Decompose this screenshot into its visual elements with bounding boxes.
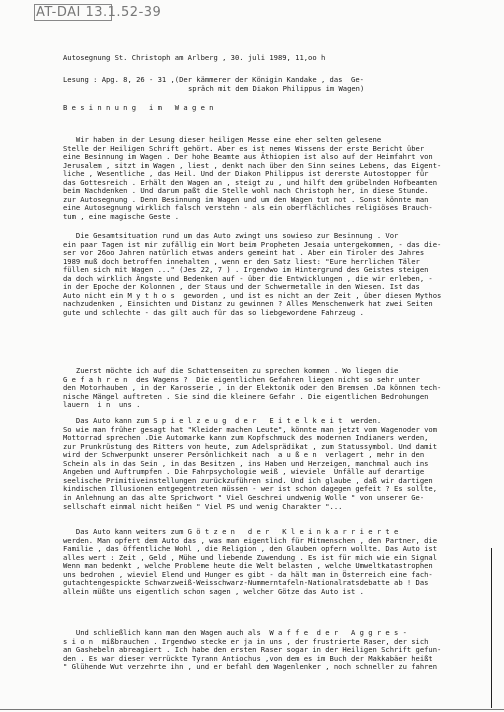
text-line: beim Nachdenken . Und darum paßt die Stelle wohl nach Christoph her, in diese Stunde. (63, 186, 429, 196)
text-line: Jerusalem , sitzt im Wagen , liest , denkt nach über den Sinn seines Lebens, das Eigent- (63, 160, 442, 170)
text-line: eine Besinnung im Wagen . Der hohe Beamte aus Äthiopien ist also auf der Heimfahrt von (63, 152, 433, 162)
text-line: Familie , das öffentliche Wohl , die Religion , den Glauben opfern wollte. Das Auto ist (63, 544, 438, 554)
text-line: Auto nicht ein M y t h o s geworden , und ist es nicht an der Zeit , über diesen Mythos (63, 290, 442, 300)
reading-line-1: Lesung : Apg. 8, 26 - 31 ,(Der kämmerer der Königin Kandake , das Ge- (63, 75, 364, 84)
text-line: wird der Schwerpunkt unserer Persönlichkeit nach a u ß e n verlagert , mehr in den (63, 450, 425, 460)
text-line: s i o n mißbrauchen . Irgendwo stecke er ja in uns , der frustrierte Raser, der sich (63, 636, 429, 646)
text-line: Die Gesamtsituation rund um das Auto zwingt uns sowieso zur Besinnung . Vor (63, 231, 399, 240)
text-line: da doch wirklich Ängste und Bedenken auf - über die Entwicklungen , die wir erleben, - (63, 273, 433, 283)
text-line: nachzudenken , Einsichten und Distanz zu gewinnen ? Alles Menschenwerk hat zwei Seiten (63, 299, 433, 309)
text-line: alles wert : Zeit , Geld , Mühe und liebende Zuwendung . Es ist für mich wie ein Signal (63, 552, 438, 562)
text-line: seelische Primitiveinstellungen zurückzuführen sind. Und ich glaube , daß wir dartigen (63, 475, 433, 485)
text-line: an Gashebeln abreagiert . Ich habe den ersten Raser sogar in der Heiligen Schrift gefun- (63, 645, 442, 655)
text-line: füllen sich mit Wagen ..." (Jes 22, 7 ) . Irgendwo im Hintergrund des Geistes steigen (63, 265, 429, 275)
text-line: Schein als in das Sein , in das Besitzen , ins Haben und Herzeigen, manchmal auch ins (63, 458, 429, 468)
text-line: nische Mängel auftreten . Sie sind die kleinere Gefahr . Die eigentlichen Bedrohungen (63, 391, 429, 401)
text-line: Das Auto kann zum S p i e l z e u g d e r E i t e l k e i t werden. (63, 416, 382, 425)
text-line: Das Auto kann weiters zum G ö t z e n d e r K l e i n k a r r i e r t e (63, 527, 399, 536)
text-line: 1989 muß doch betroffen innehalten , wenn er den Satz liest: "Eure herrlichen Täler (63, 256, 420, 266)
text-line: Wir haben in der Lesung dieser heiligen Messe eine eher selten gelesene (63, 135, 382, 144)
text-line: allein müßte uns eigentlich schon sagen , welcher Götze das Auto ist . (63, 586, 364, 596)
text-line: tum , eine magische Geste . (63, 211, 180, 221)
text-line: Angeben und Auftrumpfen . Die Fahrpsychologie weiß , wieviele Unfälle auf derartige (63, 467, 425, 477)
text-line: ein paar Tagen ist mir zufällig ein Wort beim Propheten Jesaia untergekommen, - das die- (63, 239, 442, 249)
text-line: kindischen Illusionen entgegentreten müssen - wer ist schon dagegen gefeit ? Es sollte, (63, 484, 438, 494)
text-line: " Glühende Wut verzehrte ihn , und er befahl dem Wagenlenker , noch schneller zu fahren (63, 662, 438, 672)
text-line: Stelle der Heiligen Schrift gehört. Aber es ist nemes Wissens der erste Bericht über (63, 143, 425, 153)
text-line: ser vor 26oo Jahren natürlich etwas anders gemeint hat . Aber ein Tiroler des Jahres (63, 248, 425, 258)
text-line: Wenn man bedenkt , welche Probleme heute die Welt belasten , welche Umweltkatastrophen (63, 561, 433, 571)
page-bottom-edge (0, 709, 504, 710)
text-line: So wie man früher gesagt hat "Kleider machen Leute", könnte man jetzt vom Wagenoder vom (63, 424, 438, 434)
text-line: sellschaft einmal nicht heißen " Viel PS und wenig Charakter "... (63, 501, 343, 511)
text-line: gute und schlechte - das gilt auch für das so liebgewordene Fahrzeug . (63, 307, 364, 317)
margin-rule (491, 548, 492, 708)
text-line: uns bedrohen , wieviel Elend und Hunger es gibt - da hält man in Österreich eine fach- (63, 569, 433, 579)
text-line: Mottorrad sprechen .Die Automarke kann zum Kopfschmuck des modernen Indianers werden, (63, 433, 429, 443)
text-line: zur Autosegnung . Denn Besinnung im Wagen und um den Wagen tut not . Sonst könnte man (63, 194, 429, 204)
text-line: G e f a h r e n des Wagens ? Die eigentlichen Gefahren liegen nicht so sehr unter (63, 374, 420, 384)
text-line: Und schließlich kann man den Wagen auch als W a f f e d e r A g g r e s - (63, 628, 407, 637)
reading-line-2: spräch mit dem Diakon Philippus im Wagen) (188, 84, 365, 93)
document-title: Autosegnung St. Christoph am Arlberg , 30. juli 1989, 11,oo h (63, 53, 326, 62)
text-line: werden. Man opfert dem Auto das , was man eigentlich für Mitmenschen , den Partner, die (63, 535, 438, 545)
text-line: gutachtengespickte Schwarzweiß-Weisschwarz-Nummerntafeln-Nationalratsdebatte ab ! Das (63, 578, 429, 588)
text-line: in Anlehnung an das alte Sprichwort " Viel Geschrei undwenig Wolle " von unserer Ge- (63, 492, 425, 502)
archive-stamp: AT-DAI 13.1.52-39 (36, 5, 162, 20)
text-line: den Motorhauben , in der Karosserie , in der Elektonik oder den Bremsen .Da können tech- (63, 383, 442, 393)
section-title: B e s i n n u n g i m W a g e n (63, 103, 214, 112)
text-line: liche , Wesentliche , das Heil. Und der Diakon Philippus ist dererste Autostopper für (63, 169, 429, 179)
text-line: das Gottesreich . Erhält den Wagen an , steigt zu , und hilft dem grübelnden Hofbeamten (63, 177, 438, 187)
text-line: zur Prunkrüstung des Ritters von heute, zum Adelsprädikat , zum Statussymbol. Und damit (63, 441, 438, 451)
text-line: in der Epoche der Kolonnen , der Staus und der Schwermetalle in den Wiesen. Ist das (63, 282, 420, 292)
text-line: den . Es war dieser verrückte Tyrann Antiochus ,von dem es im Buch der Makkabäer heißt (63, 653, 433, 663)
text-line: lauern i n uns . (63, 400, 141, 410)
text-line: Zuerst möchte ich auf die Schattenseiten zu sprechen kommen . Wo liegen die (63, 366, 399, 375)
text-line: eine Autosegnung wirklich falsch verstehn - als ein oberflächliches religiöses Brauch- (63, 203, 433, 213)
